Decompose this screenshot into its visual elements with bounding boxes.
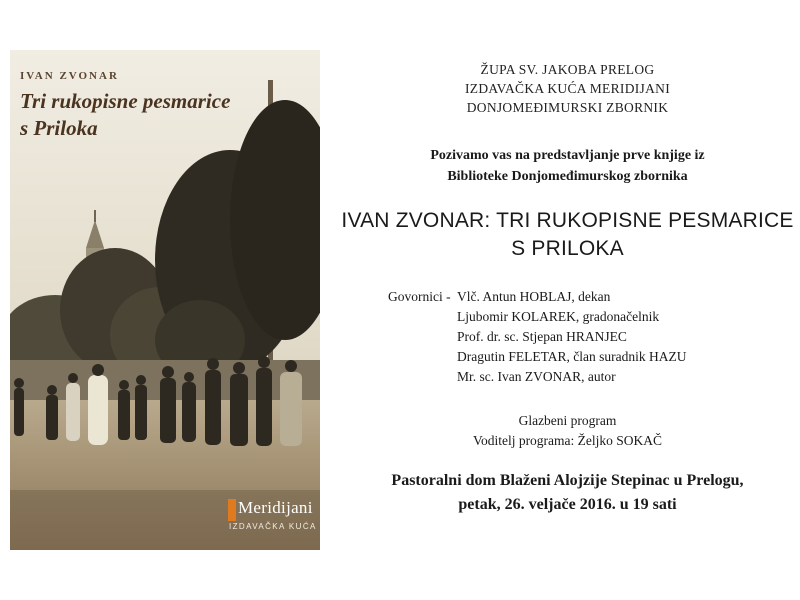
speaker-item: Dragutin FELETAR, član suradnik HAZU	[457, 349, 687, 364]
book-cover	[10, 50, 320, 550]
music-line: Voditelj programa: Željko SOKAČ	[472, 433, 663, 448]
venue-line: Pastoralni dom Blaženi Alojzije Stepinac u Prelogu,	[391, 472, 744, 489]
invitation-intro	[340, 145, 795, 187]
logo-mark-icon	[228, 499, 236, 521]
cover-title-line1: Tri rukopisne pesmarice	[20, 89, 231, 113]
book-title	[340, 207, 795, 263]
intro-line: Pozivamo vas na predstavljanje prve knjige iz	[430, 148, 705, 163]
book-title-line: S PRILOKA	[511, 237, 624, 260]
music-program	[340, 411, 795, 451]
music-line: Glazbeni program	[518, 413, 617, 428]
publisher-name: Meridijani	[238, 498, 313, 517]
cover-title-line2: s Priloka	[20, 116, 98, 140]
venue-info	[340, 469, 795, 517]
organizer-line: IZDAVAČKA KUĆA MERIDIJANI	[464, 81, 671, 96]
publisher-logo	[228, 495, 320, 535]
speakers-section	[340, 287, 795, 387]
speakers-label: Govornici -	[388, 289, 451, 304]
organizer-line: DONJOMEĐIMURSKI ZBORNIK	[466, 100, 669, 115]
intro-line: Biblioteke Donjomeđimurskog zbornika	[447, 169, 688, 184]
speaker-list	[457, 287, 795, 387]
cover-author: IVAN ZVONAR	[20, 70, 119, 82]
venue-line: petak, 26. veljače 2016. u 19 sati	[458, 496, 677, 513]
organizer-line: ŽUPA SV. JAKOBA PRELOG	[480, 62, 655, 77]
invitation	[340, 60, 795, 517]
cover-title	[20, 88, 260, 142]
speaker-item: Mr. sc. Ivan ZVONAR, autor	[457, 369, 616, 384]
book-title-line: IVAN ZVONAR: TRI RUKOPISNE PESMARICE	[341, 209, 794, 232]
speaker-item: Vlč. Antun HOBLAJ, dekan	[457, 289, 611, 304]
speaker-item: Ljubomir KOLAREK, gradonačelnik	[457, 309, 660, 324]
publisher-subtitle: IZDAVAČKA KUĆA	[229, 522, 317, 531]
speaker-item: Prof. dr. sc. Stjepan HRANJEC	[457, 329, 627, 344]
organizers	[340, 60, 795, 117]
